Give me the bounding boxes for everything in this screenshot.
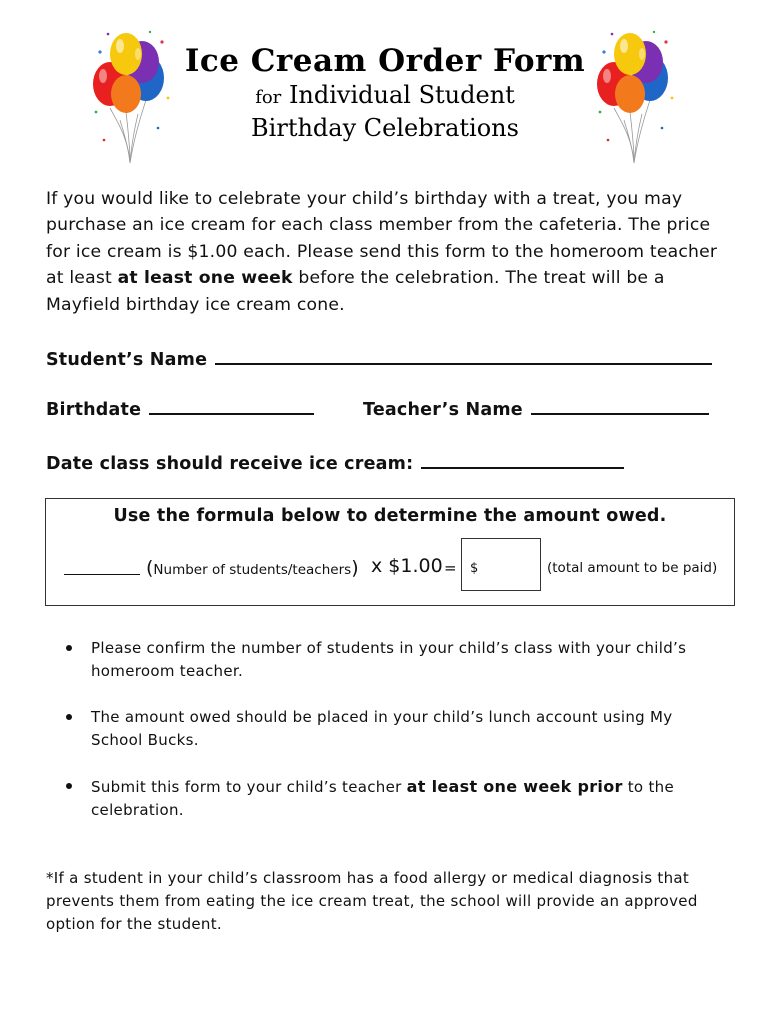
list-item-emphasis: at least one week prior xyxy=(406,777,623,796)
formula-box xyxy=(45,498,735,606)
date-class-field xyxy=(46,449,624,474)
list-item-text: Please confirm the number of students in your child’s class with your child’s homeroom teacher. xyxy=(91,639,687,680)
birthdate-label: Birthdate xyxy=(46,400,142,420)
list-item xyxy=(66,706,726,752)
student-name-input[interactable] xyxy=(215,345,712,365)
intro-paragraph xyxy=(46,186,736,318)
equals-sign: = xyxy=(444,559,457,577)
teacher-name-label: Teacher’s Name xyxy=(363,400,523,420)
allergy-note: *If a student in your child’s classroom has a food allergy or medical diagnosis that prevents them from eating the ice cream treat, the school will provide an approved option for the student. xyxy=(46,869,698,933)
subtitle-for: for xyxy=(255,87,282,108)
list-item-text: The amount owed should be placed in your child’s lunch account using My School Bucks. xyxy=(91,708,673,749)
list-item xyxy=(66,637,726,683)
open-paren: ( xyxy=(146,557,154,579)
formula-heading: Use the formula below to determine the amount owed. xyxy=(113,506,667,526)
list-item-text: Submit this form to your child’s teacher xyxy=(91,778,407,796)
date-class-label: Date class should receive ice cream: xyxy=(46,454,414,474)
dollar-sign: $ xyxy=(470,561,479,576)
balloons-icon xyxy=(592,28,678,168)
intro-text: If you would like to celebrate your child’s birthday with a treat, you may purchase an ice cream for each class member from the cafeteria. The price for ice cream is $1.00 each. Please send this form to the homeroom teacher at least xyxy=(46,189,718,289)
teacher-name-input[interactable] xyxy=(531,395,709,415)
page-subtitle xyxy=(180,80,590,113)
student-name-label: Student’s Name xyxy=(46,350,208,370)
date-class-input[interactable] xyxy=(421,449,624,469)
total-label: (total amount to be paid) xyxy=(547,560,718,576)
student-name-field xyxy=(46,345,712,370)
birthdate-input[interactable] xyxy=(149,395,314,415)
student-count-input[interactable] xyxy=(64,574,140,575)
balloons-icon xyxy=(88,28,174,168)
instructions-list xyxy=(66,637,726,845)
intro-emphasis: at least one week xyxy=(117,268,293,289)
birthdate-field xyxy=(46,395,314,420)
number-label xyxy=(146,557,359,579)
intro-text-end: before the celebration. The treat will be a Mayfield birthday ice cream cone. xyxy=(46,268,665,315)
subtitle-rest: Individual Student xyxy=(288,81,515,109)
close-paren: ) xyxy=(351,557,359,579)
price-multiplier: x $1.00 xyxy=(371,555,443,577)
teacher-name-field xyxy=(363,395,709,420)
page-title: Ice Cream Order Form xyxy=(184,43,586,79)
list-item xyxy=(66,775,726,822)
list-item-text-end: to the celebration. xyxy=(91,778,674,819)
form-header xyxy=(180,42,590,143)
number-label-text: Number of students/teachers xyxy=(153,562,352,578)
page-subtitle-2: Birthday Celebrations xyxy=(251,114,519,142)
total-amount-input[interactable] xyxy=(461,538,541,591)
